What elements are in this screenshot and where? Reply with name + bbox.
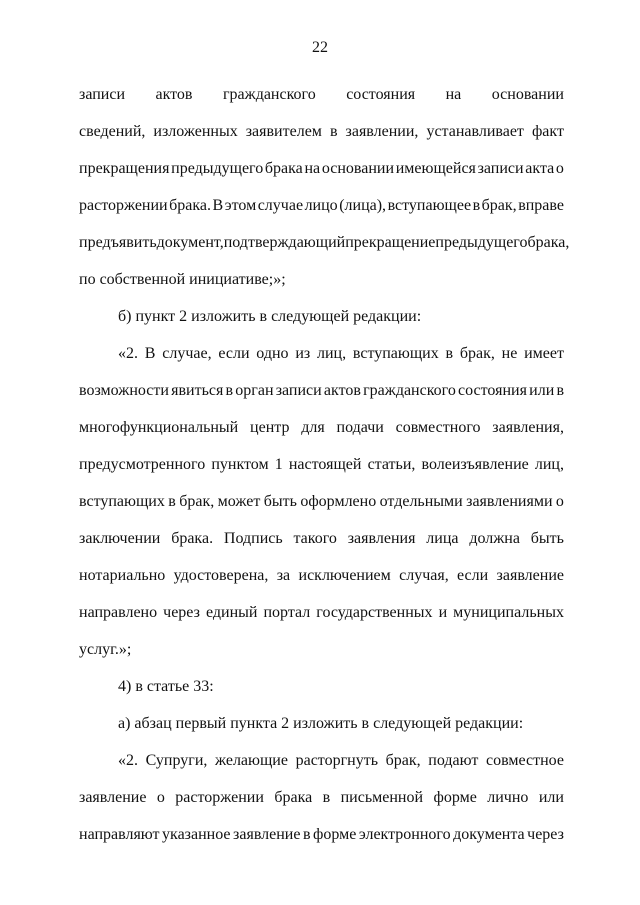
word: заявлении, xyxy=(345,123,419,140)
word: исключением xyxy=(298,567,391,584)
word: лицо xyxy=(304,197,338,214)
text-line xyxy=(79,335,564,372)
text-line xyxy=(79,409,564,446)
word: вступающих xyxy=(352,345,439,362)
word: лица xyxy=(426,530,459,547)
word: может xyxy=(217,493,261,510)
text-line xyxy=(79,372,564,409)
word: (лица), xyxy=(339,197,387,214)
text-line xyxy=(79,150,564,187)
word: портал xyxy=(263,604,311,621)
text-line xyxy=(79,594,564,631)
word: акта xyxy=(525,160,555,177)
text-line xyxy=(79,557,564,594)
text-line xyxy=(79,668,564,705)
text-line xyxy=(79,483,564,520)
word: за xyxy=(276,567,291,584)
word: брака xyxy=(274,789,313,806)
word: сведений, xyxy=(79,123,146,140)
word: нотариально xyxy=(79,567,166,584)
word: многофункциональный xyxy=(79,419,239,436)
text-line xyxy=(79,705,564,742)
word: «2. xyxy=(118,752,138,769)
word: брака. xyxy=(169,197,212,214)
word: форме xyxy=(313,826,357,843)
word: форме xyxy=(433,789,477,806)
word: в xyxy=(322,789,331,806)
word: одно xyxy=(256,345,289,362)
word: заявления xyxy=(347,530,416,547)
word: В xyxy=(212,197,224,214)
word: записи xyxy=(79,86,125,103)
word: и xyxy=(438,604,448,621)
word: на xyxy=(445,86,462,103)
word: предъявить xyxy=(79,234,157,251)
text-line xyxy=(79,742,564,779)
word: электронного xyxy=(358,826,451,843)
line-text: услуг.»; xyxy=(79,641,132,658)
word: состояния xyxy=(346,86,416,103)
word: вступающее xyxy=(387,197,472,214)
word: брака. xyxy=(171,530,214,547)
text-line xyxy=(79,520,564,557)
line-text: а) абзац первый пункта 2 изложить в следующей редакции: xyxy=(118,715,524,732)
word: расторжении xyxy=(79,197,168,214)
word: лиц, xyxy=(534,456,564,473)
word: документа xyxy=(453,826,525,843)
word: устанавливает xyxy=(426,123,524,140)
word: о xyxy=(555,493,564,510)
text-line xyxy=(79,224,570,261)
word: настоящей xyxy=(288,456,362,473)
word: предусмотренного xyxy=(79,456,206,473)
word: актов xyxy=(323,382,361,399)
word: В xyxy=(144,345,156,362)
word: Подпись xyxy=(223,530,283,547)
word: случае, xyxy=(162,345,212,362)
word: основании xyxy=(321,160,395,177)
word: брак, xyxy=(459,345,495,362)
word: о xyxy=(555,160,564,177)
word: совместного xyxy=(395,419,481,436)
word: если xyxy=(218,345,250,362)
word: случае xyxy=(257,197,304,214)
text-line xyxy=(79,631,564,668)
word: лиц, xyxy=(317,345,347,362)
word: из xyxy=(295,345,311,362)
word: такого xyxy=(293,530,337,547)
word: возможности xyxy=(79,382,169,399)
word: письменной xyxy=(340,789,424,806)
word: удостоверена, xyxy=(173,567,269,584)
word: заявлениями xyxy=(466,493,553,510)
word: о xyxy=(156,789,165,806)
word: брака xyxy=(264,160,303,177)
text-line xyxy=(79,113,564,150)
word: гражданского xyxy=(363,382,456,399)
line-text: по собственной инициативе;»; xyxy=(79,271,286,288)
word: лично xyxy=(487,789,529,806)
word: этом xyxy=(224,197,257,214)
word: случая, xyxy=(399,567,449,584)
word: 1 xyxy=(274,456,283,473)
word: заявление xyxy=(79,789,147,806)
word: гражданского xyxy=(222,86,316,103)
word: пунктом xyxy=(211,456,269,473)
word: в xyxy=(302,826,311,843)
word: брак, xyxy=(385,752,421,769)
word: брака, xyxy=(527,234,570,251)
word: указанное xyxy=(162,826,231,843)
word: «2. xyxy=(118,345,138,362)
word: через xyxy=(163,604,200,621)
word: записи xyxy=(477,160,524,177)
word: вступающих xyxy=(79,493,165,510)
word: не xyxy=(501,345,518,362)
word: заявление xyxy=(233,826,301,843)
word: для xyxy=(301,419,325,436)
word: подтверждающий xyxy=(223,234,346,251)
word: центр xyxy=(250,419,290,436)
text-line xyxy=(79,76,564,113)
word: подачи xyxy=(336,419,384,436)
word: быть xyxy=(263,493,297,510)
word: желающие xyxy=(215,752,288,769)
word: направлено xyxy=(79,604,158,621)
word: в xyxy=(556,382,564,399)
word: государственных xyxy=(316,604,433,621)
word: заявления, xyxy=(492,419,564,436)
word: муниципальных xyxy=(453,604,564,621)
text-line xyxy=(79,298,564,335)
word: документ, xyxy=(156,234,224,251)
word: изложенных xyxy=(153,123,238,140)
word: или xyxy=(538,789,564,806)
word: основании xyxy=(491,86,564,103)
word: расторгнуть xyxy=(295,752,378,769)
word: предыдущего xyxy=(435,234,528,251)
word: актов xyxy=(155,86,193,103)
word: записи xyxy=(275,382,322,399)
word: направляют xyxy=(79,826,160,843)
word: факт xyxy=(531,123,564,140)
word: статьи, xyxy=(367,456,416,473)
word: в xyxy=(168,493,176,510)
document-body xyxy=(79,76,570,853)
word: в xyxy=(445,345,454,362)
word: состояния xyxy=(458,382,527,399)
word: вправе xyxy=(518,197,564,214)
word: имеющейся xyxy=(395,160,476,177)
word: расторжении xyxy=(175,789,264,806)
word: если xyxy=(457,567,489,584)
word: заявителем xyxy=(245,123,322,140)
word: волеизъявление xyxy=(421,456,529,473)
word: Супруги, xyxy=(145,752,208,769)
word: отдельными xyxy=(379,493,463,510)
word: брак, xyxy=(179,493,215,510)
line-text: 4) в статье 33: xyxy=(118,678,214,695)
word: в xyxy=(472,197,481,214)
text-line xyxy=(79,779,564,816)
word: предыдущего xyxy=(171,160,264,177)
page-number: 22 xyxy=(312,39,328,56)
text-line xyxy=(79,187,564,224)
word: через xyxy=(527,826,564,843)
word: быть xyxy=(530,530,564,547)
text-line xyxy=(79,261,564,298)
word: или xyxy=(529,382,555,399)
word: явиться xyxy=(171,382,224,399)
word: брак, xyxy=(481,197,517,214)
word: подают xyxy=(428,752,479,769)
word: должна xyxy=(469,530,520,547)
word: прекращения xyxy=(79,160,170,177)
word: на xyxy=(304,160,321,177)
text-line xyxy=(79,816,564,853)
word: единый xyxy=(205,604,258,621)
text-line xyxy=(79,446,564,483)
word: орган xyxy=(235,382,274,399)
word: оформлено xyxy=(300,493,377,510)
word: прекращение xyxy=(345,234,436,251)
word: имеет xyxy=(524,345,564,362)
word: в xyxy=(329,123,338,140)
word: заключении xyxy=(79,530,161,547)
word: в xyxy=(225,382,234,399)
word: совместное xyxy=(485,752,564,769)
word: заявление xyxy=(496,567,564,584)
line-text: б) пункт 2 изложить в следующей редакции: xyxy=(118,308,422,325)
